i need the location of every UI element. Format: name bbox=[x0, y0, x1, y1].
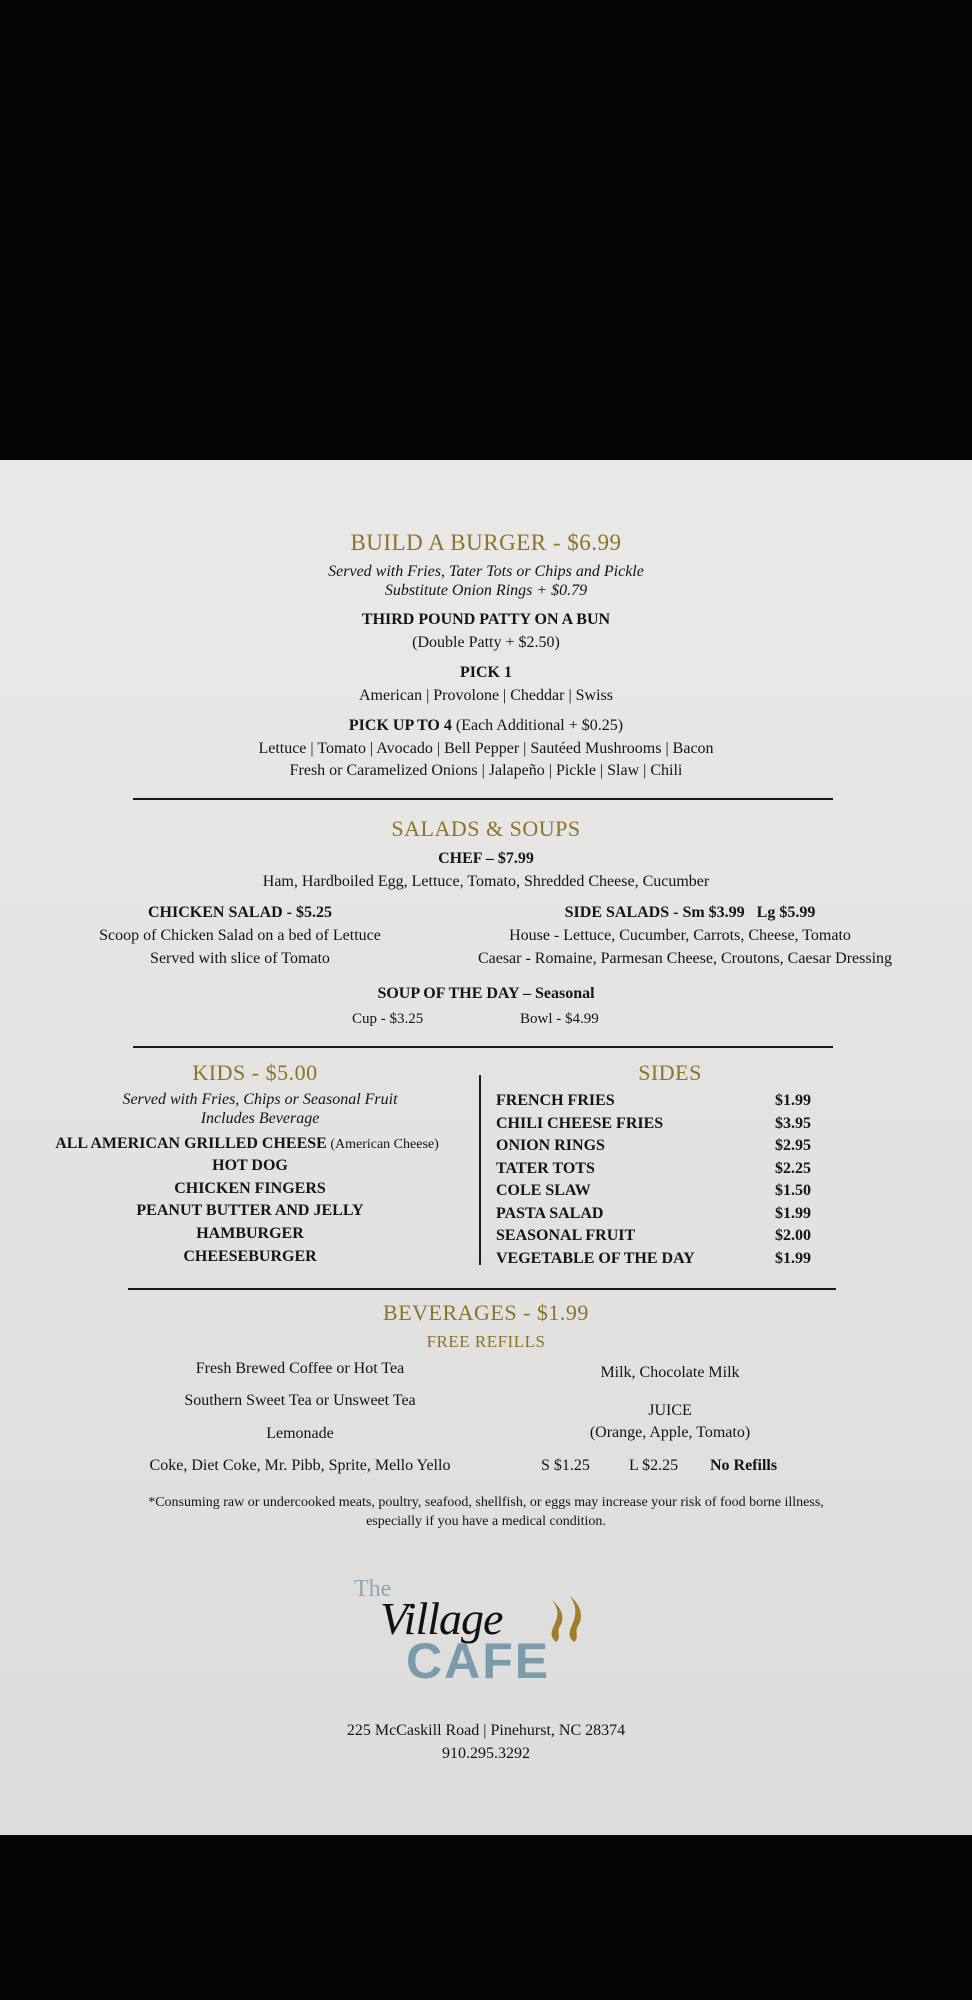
side-item-price: $2.00 bbox=[775, 1227, 811, 1244]
side-item-name: ONION RINGS bbox=[496, 1137, 605, 1154]
kids-item bbox=[22, 1135, 472, 1153]
beverage-item: Coke, Diet Coke, Mr. Pibb, Sprite, Mello Yello bbox=[149, 1457, 451, 1474]
chicken-desc-2: Served with slice of Tomato bbox=[150, 950, 330, 967]
chef-desc: Ham, Hardboiled Egg, Lettuce, Tomato, Shredded Cheese, Cucumber bbox=[262, 873, 710, 890]
soup-cup: Cup - $3.25 bbox=[352, 1011, 424, 1027]
side-item-price: $3.95 bbox=[775, 1115, 811, 1132]
side-desc-1: House - Lettuce, Cucumber, Carrots, Cheese, Tomato bbox=[509, 927, 851, 944]
side-desc-2: Caesar - Romaine, Parmesan Cheese, Croutons, Caesar Dressing bbox=[477, 950, 893, 967]
side-item-price: $1.99 bbox=[775, 1205, 811, 1222]
grilled-cheese-note: (American Cheese) bbox=[326, 1137, 439, 1152]
soup-bowl: Bowl - $4.99 bbox=[520, 1011, 599, 1027]
kids-item-label: ALL AMERICAN GRILLED CHEESE bbox=[55, 1135, 327, 1152]
side-item bbox=[496, 1092, 811, 1114]
side-item bbox=[496, 1227, 811, 1249]
side-item bbox=[496, 1250, 811, 1272]
soup-of-day: SOUP OF THE DAY – Seasonal bbox=[377, 985, 595, 1002]
side-item-name: VEGETABLE OF THE DAY bbox=[496, 1250, 695, 1267]
village-cafe-logo bbox=[340, 1572, 620, 1689]
juice-heading: JUICE bbox=[648, 1402, 692, 1419]
kids-desc-2: Includes Beverage bbox=[200, 1110, 320, 1127]
cheese-options: American | Provolone | Cheddar | Swiss bbox=[358, 687, 613, 704]
address: 225 McCaskill Road | Pinehurst, NC 28374 bbox=[346, 1722, 626, 1739]
burger-title: BUILD A BURGER - $6.99 bbox=[350, 530, 622, 555]
menu-page bbox=[0, 460, 972, 1835]
logo-cafe: CAFE bbox=[406, 1633, 551, 1689]
double-patty: (Double Patty + $2.50) bbox=[412, 634, 560, 651]
pick1-heading: PICK 1 bbox=[460, 664, 512, 681]
side-item-price: $2.25 bbox=[775, 1160, 811, 1177]
kids-item: HOT DOG bbox=[212, 1157, 288, 1174]
pick4-label: PICK UP TO 4 bbox=[348, 717, 452, 734]
kids-item: HAMBURGER bbox=[196, 1225, 304, 1242]
beverages-title: BEVERAGES - $1.99 bbox=[383, 1300, 589, 1325]
side-salads: SIDE SALADS - Sm $3.99 Lg $5.99 bbox=[564, 904, 816, 921]
kids-item: PEANUT BUTTER AND JELLY bbox=[136, 1202, 364, 1219]
side-item-name: CHILI CHEESE FRIES bbox=[496, 1115, 664, 1132]
side-item bbox=[496, 1182, 811, 1204]
sides-title: SIDES bbox=[638, 1060, 702, 1085]
beverage-item: Lemonade bbox=[266, 1425, 334, 1442]
juice-small-price: S $1.25 bbox=[541, 1457, 590, 1474]
disclaimer-line-2: especially if you have a medical condition. bbox=[366, 1514, 606, 1529]
steam-icon bbox=[538, 1586, 598, 1646]
side-item-name: FRENCH FRIES bbox=[496, 1092, 615, 1109]
phone: 910.295.3292 bbox=[442, 1745, 530, 1762]
side-item-name: COLE SLAW bbox=[496, 1182, 591, 1199]
pick4-note: (Each Additional + $0.25) bbox=[451, 717, 624, 734]
free-refills: FREE REFILLS bbox=[426, 1332, 546, 1351]
milk-options: Milk, Chocolate Milk bbox=[600, 1364, 740, 1381]
side-item bbox=[496, 1137, 811, 1159]
beverage-item: Southern Sweet Tea or Unsweet Tea bbox=[184, 1392, 416, 1409]
divider-2 bbox=[133, 1046, 833, 1048]
divider-1 bbox=[133, 798, 833, 800]
side-item-price: $2.95 bbox=[775, 1137, 811, 1154]
kids-item: CHICKEN FINGERS bbox=[174, 1180, 326, 1197]
juice-types: (Orange, Apple, Tomato) bbox=[589, 1424, 751, 1441]
burger-desc-1: Served with Fries, Tater Tots or Chips and Pickle bbox=[328, 563, 644, 580]
salads-title: SALADS & SOUPS bbox=[391, 816, 581, 841]
toppings-line-1: Lettuce | Tomato | Avocado | Bell Pepper | Sautéed Mushrooms | Bacon bbox=[258, 740, 714, 757]
side-item-price: $1.50 bbox=[775, 1182, 811, 1199]
side-item bbox=[496, 1205, 811, 1227]
side-item-name: TATER TOTS bbox=[496, 1160, 595, 1177]
kids-title: KIDS - $5.00 bbox=[192, 1060, 318, 1085]
chicken-salad: CHICKEN SALAD - $5.25 bbox=[147, 904, 332, 921]
juice-large-price: L $2.25 bbox=[629, 1457, 679, 1474]
divider-3 bbox=[128, 1288, 836, 1290]
disclaimer-line-1: *Consuming raw or undercooked meats, poultry, seafood, shellfish, or eggs may increase your risk of food borne illness, bbox=[148, 1495, 824, 1510]
pick4-heading bbox=[0, 717, 972, 735]
side-item-price: $1.99 bbox=[775, 1250, 811, 1267]
kids-item: CHEESEBURGER bbox=[183, 1248, 317, 1265]
no-refills: No Refills bbox=[710, 1457, 778, 1474]
logo-village: Village bbox=[380, 1593, 503, 1644]
beverage-item: Fresh Brewed Coffee or Hot Tea bbox=[195, 1360, 405, 1377]
side-item-name: PASTA SALAD bbox=[496, 1205, 604, 1222]
patty-heading: THIRD POUND PATTY ON A BUN bbox=[361, 611, 611, 628]
chicken-desc-1: Scoop of Chicken Salad on a bed of Lettuce bbox=[99, 927, 381, 944]
kids-sides-divider bbox=[479, 1075, 481, 1265]
logo-the: The bbox=[354, 1576, 392, 1602]
side-item-price: $1.99 bbox=[775, 1092, 811, 1109]
toppings-line-2: Fresh or Caramelized Onions | Jalapeño | Pickle | Slaw | Chili bbox=[289, 762, 683, 779]
side-item-name: SEASONAL FRUIT bbox=[496, 1227, 636, 1244]
kids-desc-1: Served with Fries, Chips or Seasonal Fruit bbox=[122, 1091, 398, 1108]
side-item bbox=[496, 1160, 811, 1182]
side-item bbox=[496, 1115, 811, 1137]
burger-desc-2: Substitute Onion Rings + $0.79 bbox=[384, 582, 588, 599]
chef-salad: CHEF – $7.99 bbox=[438, 850, 534, 867]
